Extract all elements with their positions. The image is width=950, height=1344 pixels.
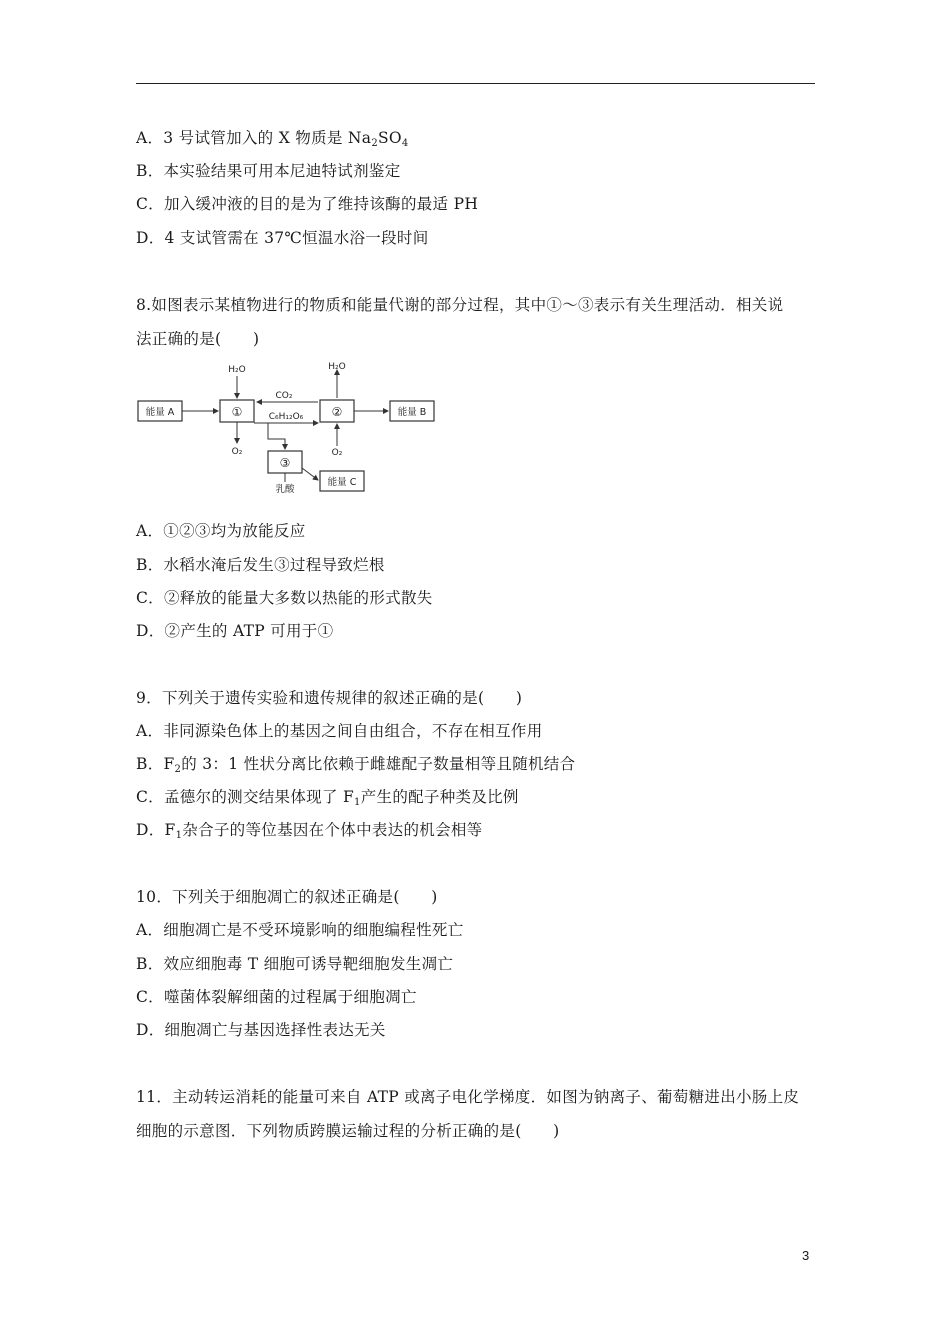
q7-option-c: C．加入缓冲液的目的是为了维持该酶的最适 PH: [136, 195, 479, 213]
q8-option-d: D．②产生的 ATP 可用于①: [136, 622, 334, 640]
q11-stem-line2: 细胞的示意图．下列物质跨膜运输过程的分析正确的是( ): [136, 1122, 560, 1140]
h2o-label-2: H₂O: [328, 362, 346, 372]
energy-c-label: 能量 C: [327, 477, 357, 488]
q9-option-d: D．$F_1$杂合子的等位基因在个体中表达的机会相等: [136, 821, 483, 841]
header-rule: [136, 83, 815, 84]
lactic-acid-label: 乳酸: [275, 484, 295, 495]
q9-stem: 9．下列关于遗传实验和遗传规律的叙述正确的是( ): [136, 689, 523, 707]
q9-option-b: B．$F_2$的 3：1 性状分离比依赖于雌雄配子数量相等且随机结合: [136, 755, 576, 775]
q8-stem-line1: 8.如图表示某植物进行的物质和能量代谢的部分过程，其中①～③表示有关生理活动．相关说: [136, 296, 784, 314]
q7-option-a: A．3 号试管加入的 X 物质是 $Na_2SO_4$: [136, 129, 409, 149]
q10-option-d: D．细胞凋亡与基因选择性表达无关: [136, 1021, 386, 1039]
q7-option-b: B．本实验结果可用本尼迪特试剂鉴定: [136, 162, 401, 180]
o2-label-2: O₂: [331, 448, 343, 458]
h2o-label-1: H₂O: [228, 365, 246, 375]
q10-option-c: C．噬菌体裂解细菌的过程属于细胞凋亡: [136, 988, 417, 1006]
energy-b-label: 能量 B: [397, 407, 427, 418]
co2-label: CO₂: [275, 391, 293, 401]
q8-option-a: A．①②③均为放能反应: [136, 522, 306, 540]
process-1-label: ①: [231, 405, 243, 419]
arrow-glucose-to-3: [268, 423, 285, 449]
o2-label-1: O₂: [231, 447, 243, 457]
process-2-label: ②: [331, 405, 343, 419]
q8-option-c: C．②释放的能量大多数以热能的形式散失: [136, 589, 433, 607]
q8-option-b: B．水稻水淹后发生③过程导致烂根: [136, 556, 385, 574]
process-3-label: ③: [279, 456, 291, 470]
q10-option-a: A．细胞凋亡是不受环境影响的细胞编程性死亡: [136, 921, 464, 939]
q8-stem-line2: 法正确的是( ): [136, 330, 260, 348]
arrow-3-to-energy-c: [302, 468, 318, 480]
q9-option-a: A．非同源染色体上的基因之间自由组合，不存在相互作用: [136, 722, 543, 740]
q10-option-b: B．效应细胞毒 T 细胞可诱导靶细胞发生凋亡: [136, 955, 454, 973]
energy-a-label: 能量 A: [145, 407, 175, 418]
q9-option-c: C．孟德尔的测交结果体现了 $F_1$产生的配子种类及比例: [136, 788, 519, 808]
q10-stem: 10．下列关于细胞凋亡的叙述正确是( ): [136, 888, 438, 906]
glucose-label: C₆H₁₂O₆: [268, 412, 304, 422]
q7-option-d: D．4 支试管需在 37℃恒温水浴一段时间: [136, 229, 429, 247]
page-number: 3: [802, 1248, 810, 1263]
metabolism-diagram: [136, 360, 436, 495]
q11-stem-line1: 11．主动转运消耗的能量可来自 ATP 或离子电化学梯度．如图为钠离子、葡萄糖进出小肠上皮: [136, 1088, 800, 1106]
